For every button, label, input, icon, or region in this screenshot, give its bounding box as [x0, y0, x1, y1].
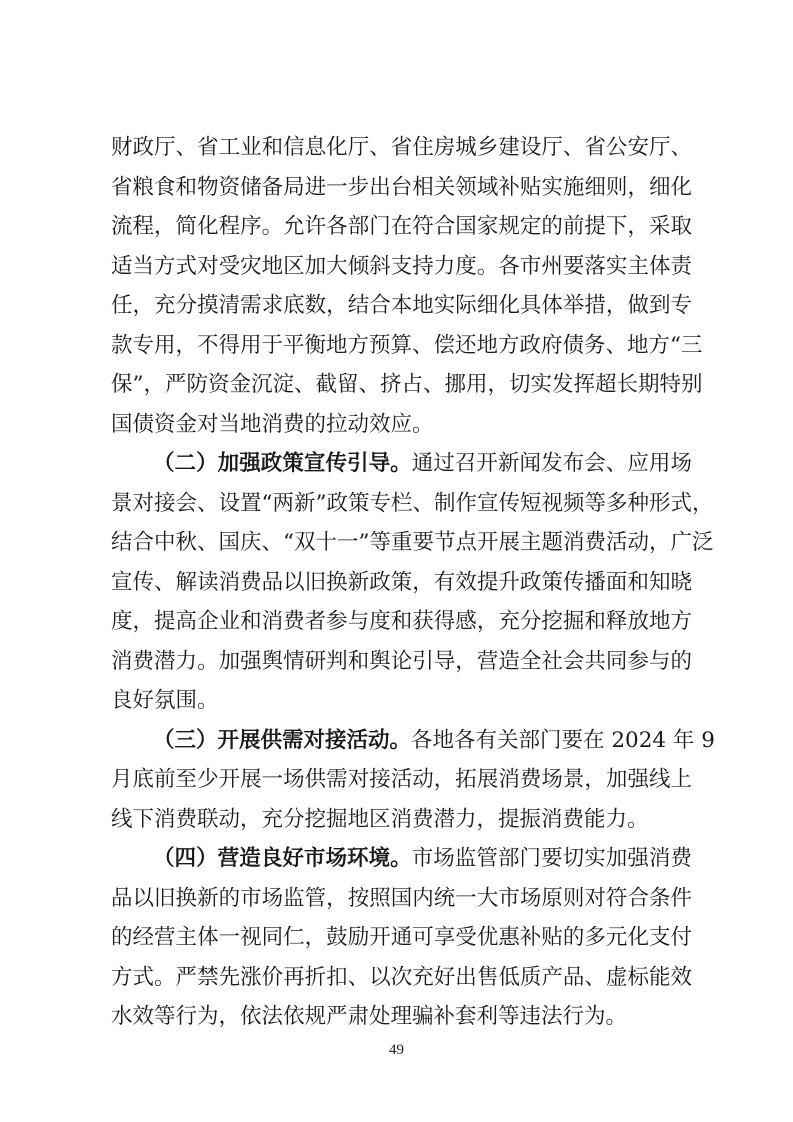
- section-line: [111, 839, 692, 879]
- text-line: 水效等行为，依法依规严肃处理骗补套利等违法行为。: [111, 1004, 628, 1029]
- text-line: 结合中秋、国庆、“双十一”等重要节点开展主题消费活动，广泛: [111, 530, 714, 555]
- section-line: [111, 721, 715, 761]
- text-line: 款专用，不得用于平衡地方预算、偿还地方政府债务、地方“三: [111, 332, 703, 358]
- text-line: 国债资金对当地消费的拉动效应。: [111, 411, 434, 437]
- section-line: [111, 444, 692, 484]
- text-line: 流程，简化程序。允许各部门在符合国家规定的前提下，采取: [111, 214, 692, 239]
- section-heading-4: （四）营造良好市场环境。: [153, 846, 412, 871]
- section-heading-2: （二）加强政策宣传引导。: [153, 451, 412, 476]
- text-line: 适当方式对受灾地区加大倾斜支持力度。各市州要落实主体责: [111, 253, 692, 279]
- body-text: [111, 128, 715, 1037]
- text-line: 保”，严防资金沉淀、截留、挤占、挪用，切实发挥超长期特别: [111, 372, 703, 397]
- text-line: 线下消费联动，充分挖掘地区消费潜力，提振消费能力。: [111, 806, 649, 832]
- text-line: 任，充分摸清需求底数，结合本地实际细化具体举措，做到专: [111, 293, 692, 318]
- text-line: 品以旧换新的市场监管，按照国内统一大市场原则对符合条件: [111, 885, 692, 911]
- text-line: 省粮食和物资储备局进一步出台相关领域补贴实施细则，细化: [111, 174, 692, 200]
- text-line: 景对接会、设置“两新”政策专栏、制作宣传短视频等多种形式，: [111, 490, 714, 516]
- text-line: 良好氛围。: [111, 688, 219, 713]
- page-number: 49: [389, 1042, 404, 1058]
- section-text: 各地各有关部门要在 2024 年 9: [411, 727, 715, 753]
- text-line: 财政厅、省工业和信息化厅、省住房城乡建设厅、省公安厅、: [111, 135, 692, 160]
- text-line: 宣传、解读消费品以旧换新政策，有效提升政策传播面和知晓: [111, 569, 692, 595]
- text-line: 月底前至少开展一场供需对接活动，拓展消费场景，加强线上: [111, 767, 692, 792]
- text-line: 的经营主体一视同仁，鼓励开通可享受优惠补贴的多元化支付: [111, 925, 692, 950]
- section-text: 市场监管部门要切实加强消费: [411, 846, 692, 871]
- text-line: 度，提高企业和消费者参与度和获得感，充分挖掘和释放地方: [111, 609, 692, 634]
- text-line: 消费潜力。加强舆情研判和舆论引导，营造全社会共同参与的: [111, 648, 692, 674]
- section-heading-3: （三）开展供需对接活动。: [153, 727, 412, 753]
- text-line: 方式。严禁先涨价再折扣、以次充好出售低质产品、虚标能效: [111, 964, 692, 990]
- section-text: 通过召开新闻发布会、应用场: [411, 451, 692, 476]
